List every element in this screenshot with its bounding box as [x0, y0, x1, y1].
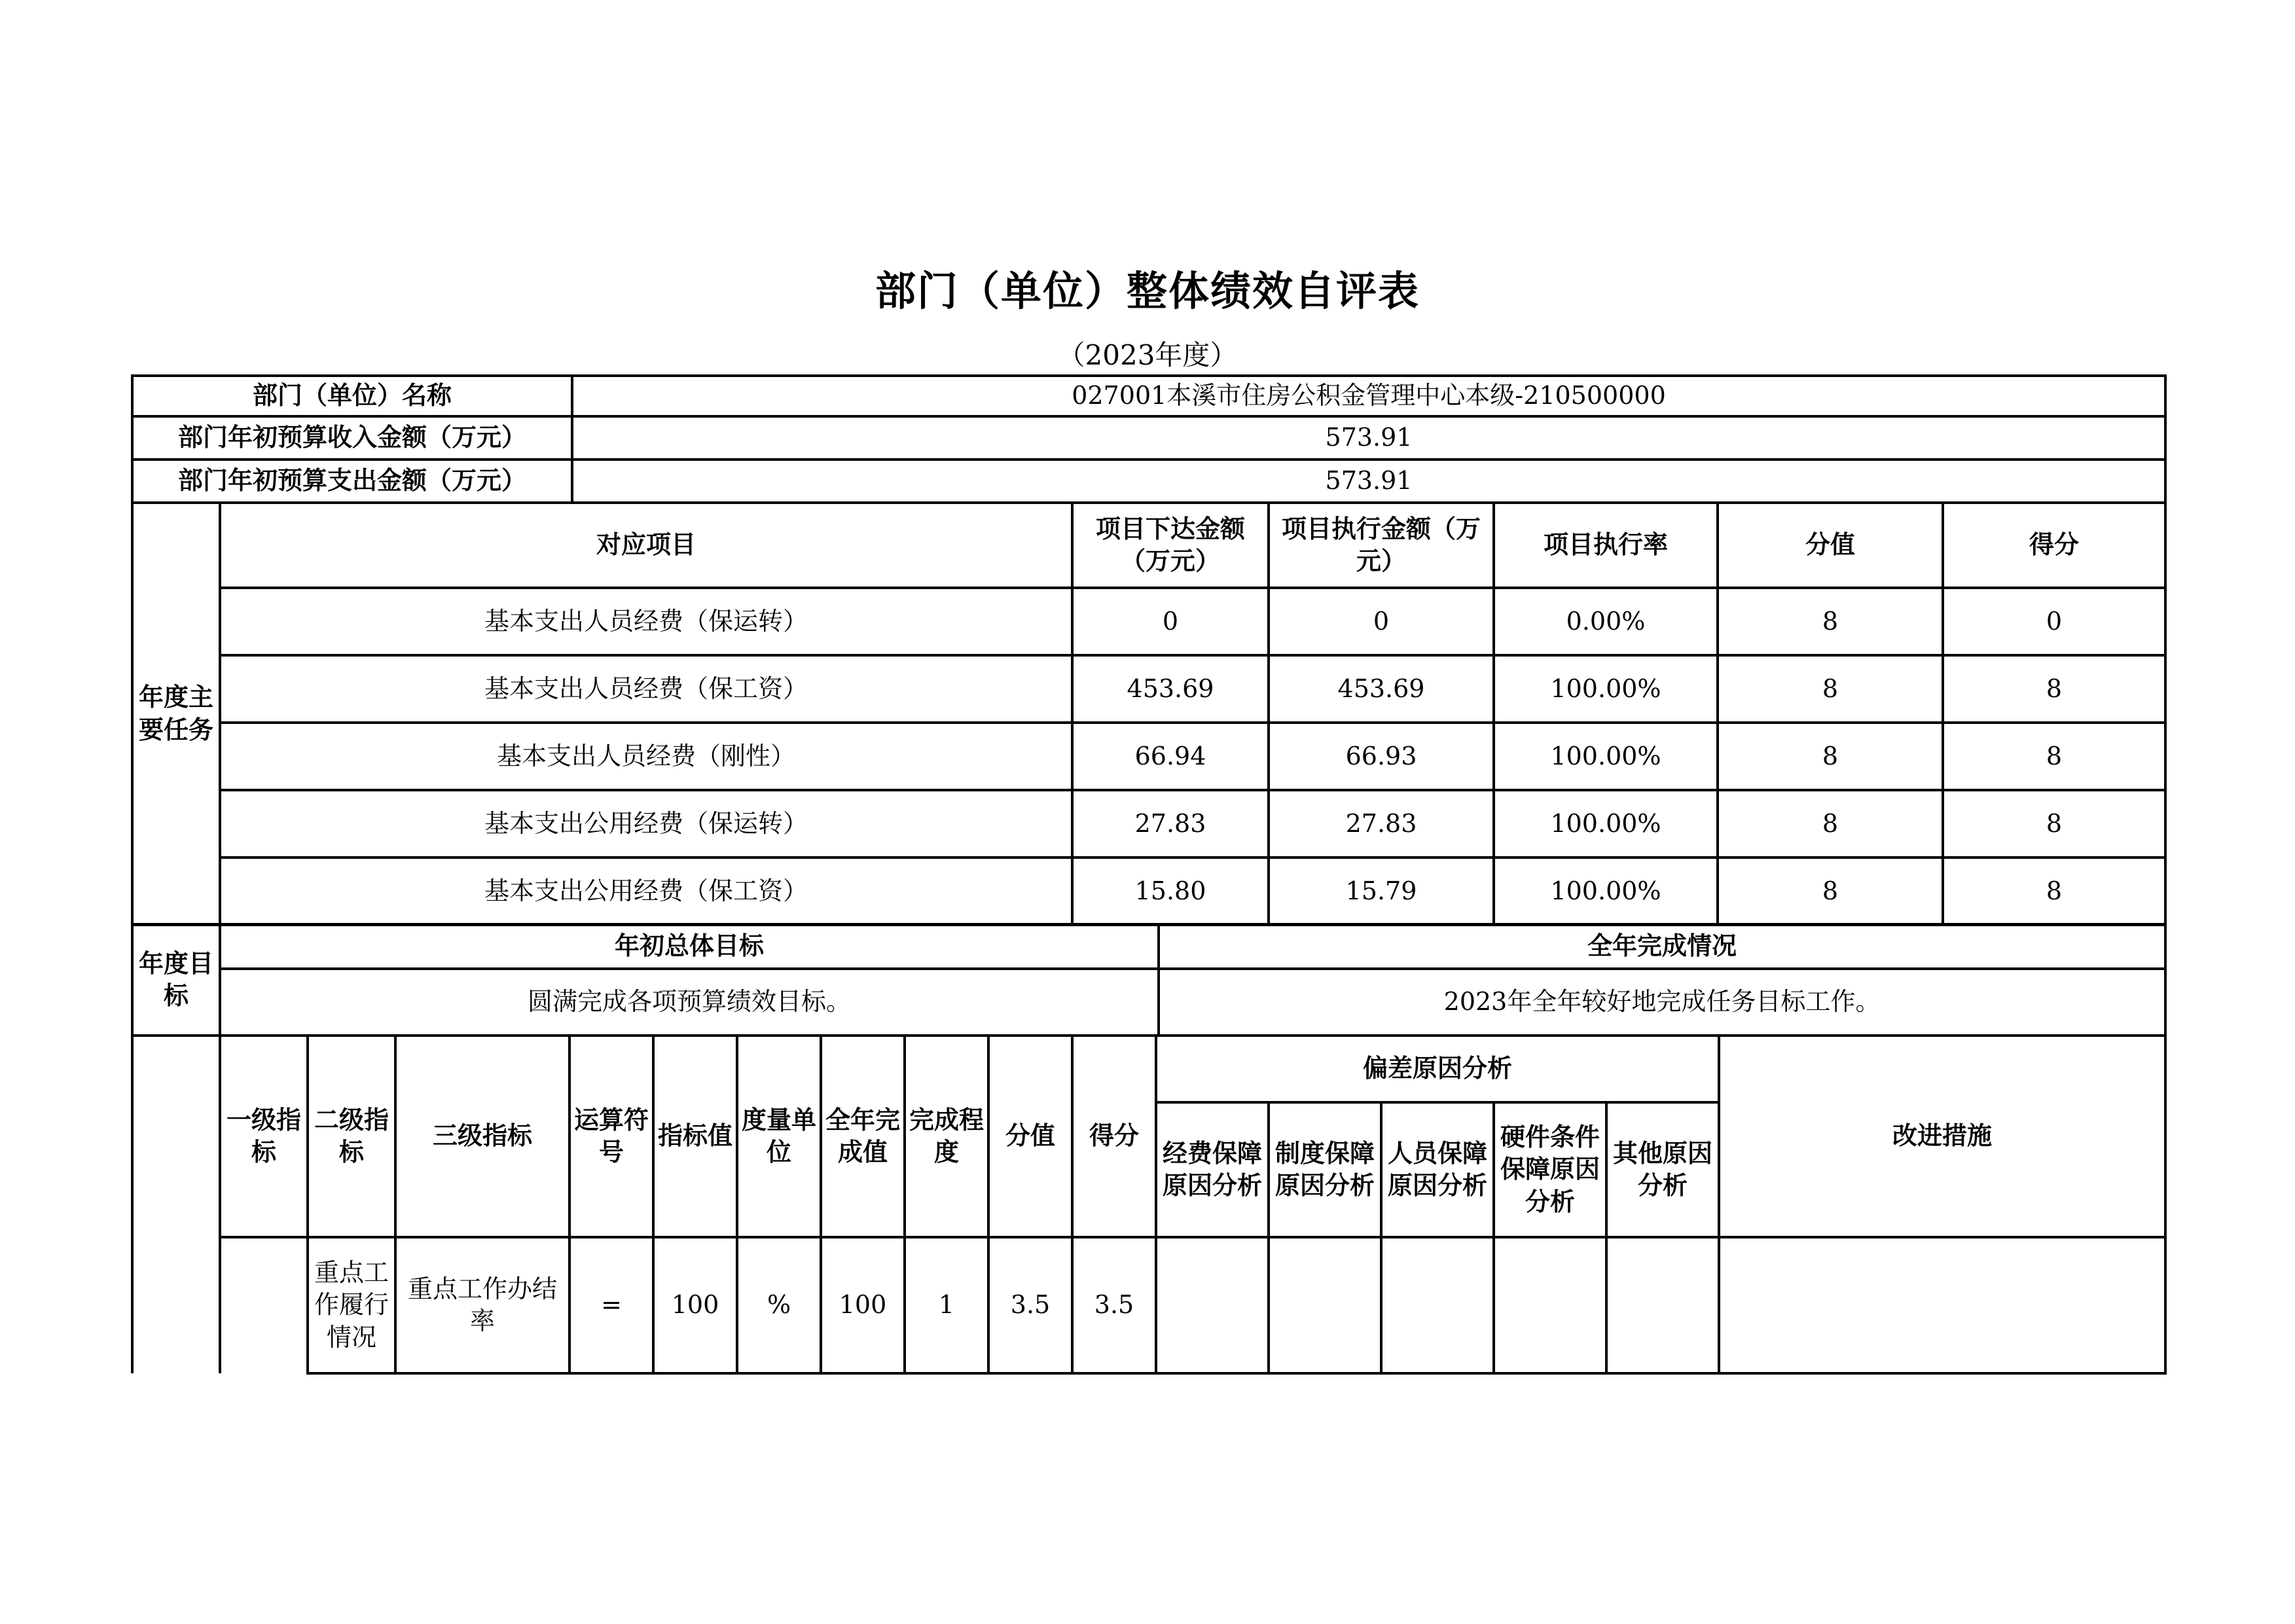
- initial-goal-value: 圆满完成各项预算绩效目标。: [220, 969, 1159, 1036]
- unit-name-value: 027001本溪市住房公积金管理中心本级-210500000: [572, 376, 2165, 416]
- goals-section-label: 年度目标: [132, 924, 220, 1036]
- col-operator: 运算符号: [569, 1036, 653, 1237]
- ind-dev-system: [1269, 1237, 1381, 1373]
- ind-level3: 重点工作办结率: [395, 1237, 569, 1373]
- ind-got: 3.5: [1072, 1237, 1156, 1373]
- col-improve: 改进措施: [1719, 1036, 2165, 1237]
- ind-target: 100: [653, 1237, 737, 1373]
- completion-header: 全年完成情况: [1159, 924, 2165, 969]
- task-executed: 66.93: [1269, 723, 1494, 790]
- col-got: 得分: [1943, 503, 2165, 588]
- header-table: [131, 374, 2167, 504]
- col-issued: 项目下达金额（万元）: [1072, 503, 1269, 588]
- completion-value: 2023年全年较好地完成任务目标工作。: [1159, 969, 2165, 1036]
- task-item: 基本支出人员经费（刚性）: [220, 723, 1072, 790]
- year-label: （2023年度）: [1057, 339, 1238, 371]
- col-executed: 项目执行金额（万元）: [1269, 503, 1494, 588]
- col-dev-staff: 人员保障原因分析: [1381, 1102, 1494, 1237]
- task-score: 8: [1718, 790, 1943, 857]
- task-item: 基本支出公用经费（保工资）: [220, 857, 1072, 925]
- task-executed: 0: [1269, 588, 1494, 655]
- col-score: 分值: [1718, 503, 1943, 588]
- task-score: 8: [1718, 723, 1943, 790]
- ind-level2: 重点工作履行情况: [308, 1237, 395, 1373]
- goals-table: [131, 923, 2167, 1037]
- income-label: 部门年初预算收入金额（万元）: [132, 416, 572, 460]
- col-dev-system: 制度保障原因分析: [1269, 1102, 1381, 1237]
- task-rate: 100.00%: [1494, 655, 1718, 723]
- unit-name-label: 部门（单位）名称: [132, 376, 572, 416]
- page-title: 部门（单位）整体绩效自评表: [875, 267, 1420, 315]
- task-rate: 100.00%: [1494, 723, 1718, 790]
- tasks-section-label: 年度主要任务: [132, 503, 220, 925]
- expense-value: 573.91: [572, 460, 2165, 503]
- task-issued: 27.83: [1072, 790, 1269, 857]
- indicators-section-cell: [132, 1036, 220, 1373]
- table-row: [132, 1237, 2165, 1373]
- task-item: 基本支出公用经费（保运转）: [220, 790, 1072, 857]
- task-executed: 27.83: [1269, 790, 1494, 857]
- ind-level1: [220, 1237, 308, 1373]
- col-level2: 二级指标: [308, 1036, 395, 1237]
- col-score: 分值: [988, 1036, 1072, 1237]
- table-row: [132, 790, 2165, 857]
- col-degree: 完成程度: [905, 1036, 988, 1237]
- col-item: 对应项目: [220, 503, 1072, 588]
- col-actual: 全年完成值: [821, 1036, 905, 1237]
- ind-dev-other: [1606, 1237, 1719, 1373]
- ind-dev-hardware: [1494, 1237, 1606, 1373]
- task-issued: 453.69: [1072, 655, 1269, 723]
- task-got: 8: [1943, 790, 2165, 857]
- ind-operator: =: [569, 1237, 653, 1373]
- ind-score: 3.5: [988, 1237, 1072, 1373]
- task-got: 8: [1943, 857, 2165, 925]
- ind-degree: 1: [905, 1237, 988, 1373]
- col-level1: 一级指标: [220, 1036, 308, 1237]
- task-rate: 0.00%: [1494, 588, 1718, 655]
- col-level3: 三级指标: [395, 1036, 569, 1237]
- ind-dev-funding: [1156, 1237, 1269, 1373]
- col-deviation: 偏差原因分析: [1156, 1036, 1719, 1102]
- ind-actual: 100: [821, 1237, 905, 1373]
- table-row: [132, 655, 2165, 723]
- expense-label: 部门年初预算支出金额（万元）: [132, 460, 572, 503]
- table-row: [132, 588, 2165, 655]
- task-rate: 100.00%: [1494, 857, 1718, 925]
- task-executed: 453.69: [1269, 655, 1494, 723]
- income-value: 573.91: [572, 416, 2165, 460]
- task-issued: 0: [1072, 588, 1269, 655]
- task-got: 0: [1943, 588, 2165, 655]
- indicators-table: [131, 1034, 2167, 1375]
- task-rate: 100.00%: [1494, 790, 1718, 857]
- col-dev-funding: 经费保障原因分析: [1156, 1102, 1269, 1237]
- task-item: 基本支出人员经费（保工资）: [220, 655, 1072, 723]
- tasks-table: [131, 501, 2167, 926]
- col-dev-hardware: 硬件条件保障原因分析: [1494, 1102, 1606, 1237]
- ind-improve: [1719, 1237, 2165, 1373]
- table-row: [132, 857, 2165, 925]
- task-issued: 15.80: [1072, 857, 1269, 925]
- task-got: 8: [1943, 723, 2165, 790]
- col-dev-other: 其他原因分析: [1606, 1102, 1719, 1237]
- task-score: 8: [1718, 857, 1943, 925]
- col-rate: 项目执行率: [1494, 503, 1718, 588]
- table-row: [132, 723, 2165, 790]
- col-got: 得分: [1072, 1036, 1156, 1237]
- ind-dev-staff: [1381, 1237, 1494, 1373]
- task-issued: 66.94: [1072, 723, 1269, 790]
- task-item: 基本支出人员经费（保运转）: [220, 588, 1072, 655]
- task-score: 8: [1718, 588, 1943, 655]
- col-target: 指标值: [653, 1036, 737, 1237]
- col-unit: 度量单位: [737, 1036, 821, 1237]
- ind-unit: %: [737, 1237, 821, 1373]
- task-got: 8: [1943, 655, 2165, 723]
- initial-goal-header: 年初总体目标: [220, 924, 1159, 969]
- task-executed: 15.79: [1269, 857, 1494, 925]
- task-score: 8: [1718, 655, 1943, 723]
